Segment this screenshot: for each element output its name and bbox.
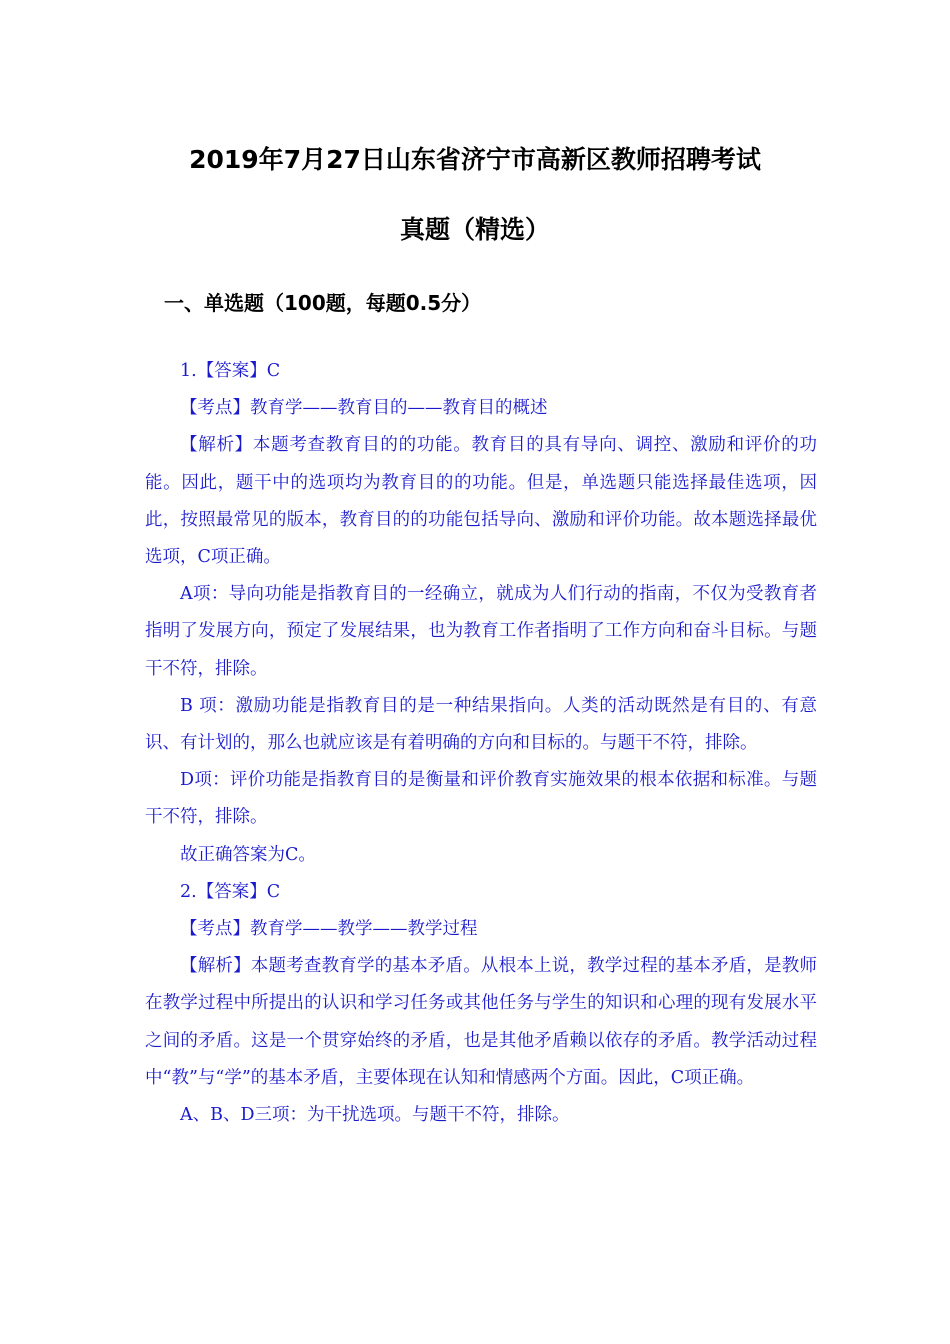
document-title-line2: 真题（精选） <box>399 215 550 244</box>
q2-distractors: A、B、D三项：为干扰选项。与题干不符，排除。 <box>180 1105 570 1126</box>
q1-topic: 【考点】教育学——教育目的——教育目的概述 <box>180 398 548 419</box>
answer-content <box>145 353 817 1134</box>
document-title-line1: 2019年7月27日山东省济宁市高新区教师招聘考试 <box>189 145 761 174</box>
q2-analysis: 【解析】本题考查教育学的基本矛盾。从根本上说，教学过程的基本矛盾，是教师在教学过程中所提出的认识和学习任务或其他任务与学生的知识和心理的现有发展水平之间的矛盾。这是一个贯穿始终的矛盾，也是其他矛盾赖以依存的矛盾。教学活动过程中“教”与“学”的基本矛盾，主要体现在认知和情感两个方面。因此，C项正确。 <box>145 956 817 1088</box>
q2-answer: 2.【答案】C <box>180 881 281 902</box>
q1-analysis: 【解析】本题考查教育目的的功能。教育目的具有导向、调控、激励和评价的功能。因此，题干中的选项均为教育目的的功能。但是，单选题只能选择最佳选项，因此，按照最常见的版本，教育目的的功能包括导向、激励和评价功能。故本题选择最优选项，C项正确。 <box>145 435 817 568</box>
q1-option-d: D项：评价功能是指教育目的是衡量和评价教育实施效果的根本依据和标准。与题干不符，排除。 <box>145 770 817 828</box>
q1-option-b: B 项：激励功能是指教育目的是一种结果指向。人类的活动既然是有目的、有意识、有计划的，那么也就应该是有着明确的方向和目标的。与题干不符，排除。 <box>145 695 817 754</box>
q1-option-a: A项：导向功能是指教育目的一经确立，就成为人们行动的指南，不仅为受教育者指明了发展方向，预定了发展结果，也为教育工作者指明了工作方向和奋斗目标。与题干不符，排除。 <box>145 584 817 679</box>
section-heading: 一、单选题（100题，每题0.5分） <box>164 291 482 315</box>
q1-conclusion: 故正确答案为C。 <box>180 844 316 865</box>
q2-topic: 【考点】教育学——教学——教学过程 <box>180 919 478 940</box>
q1-answer: 1.【答案】C <box>180 361 281 381</box>
